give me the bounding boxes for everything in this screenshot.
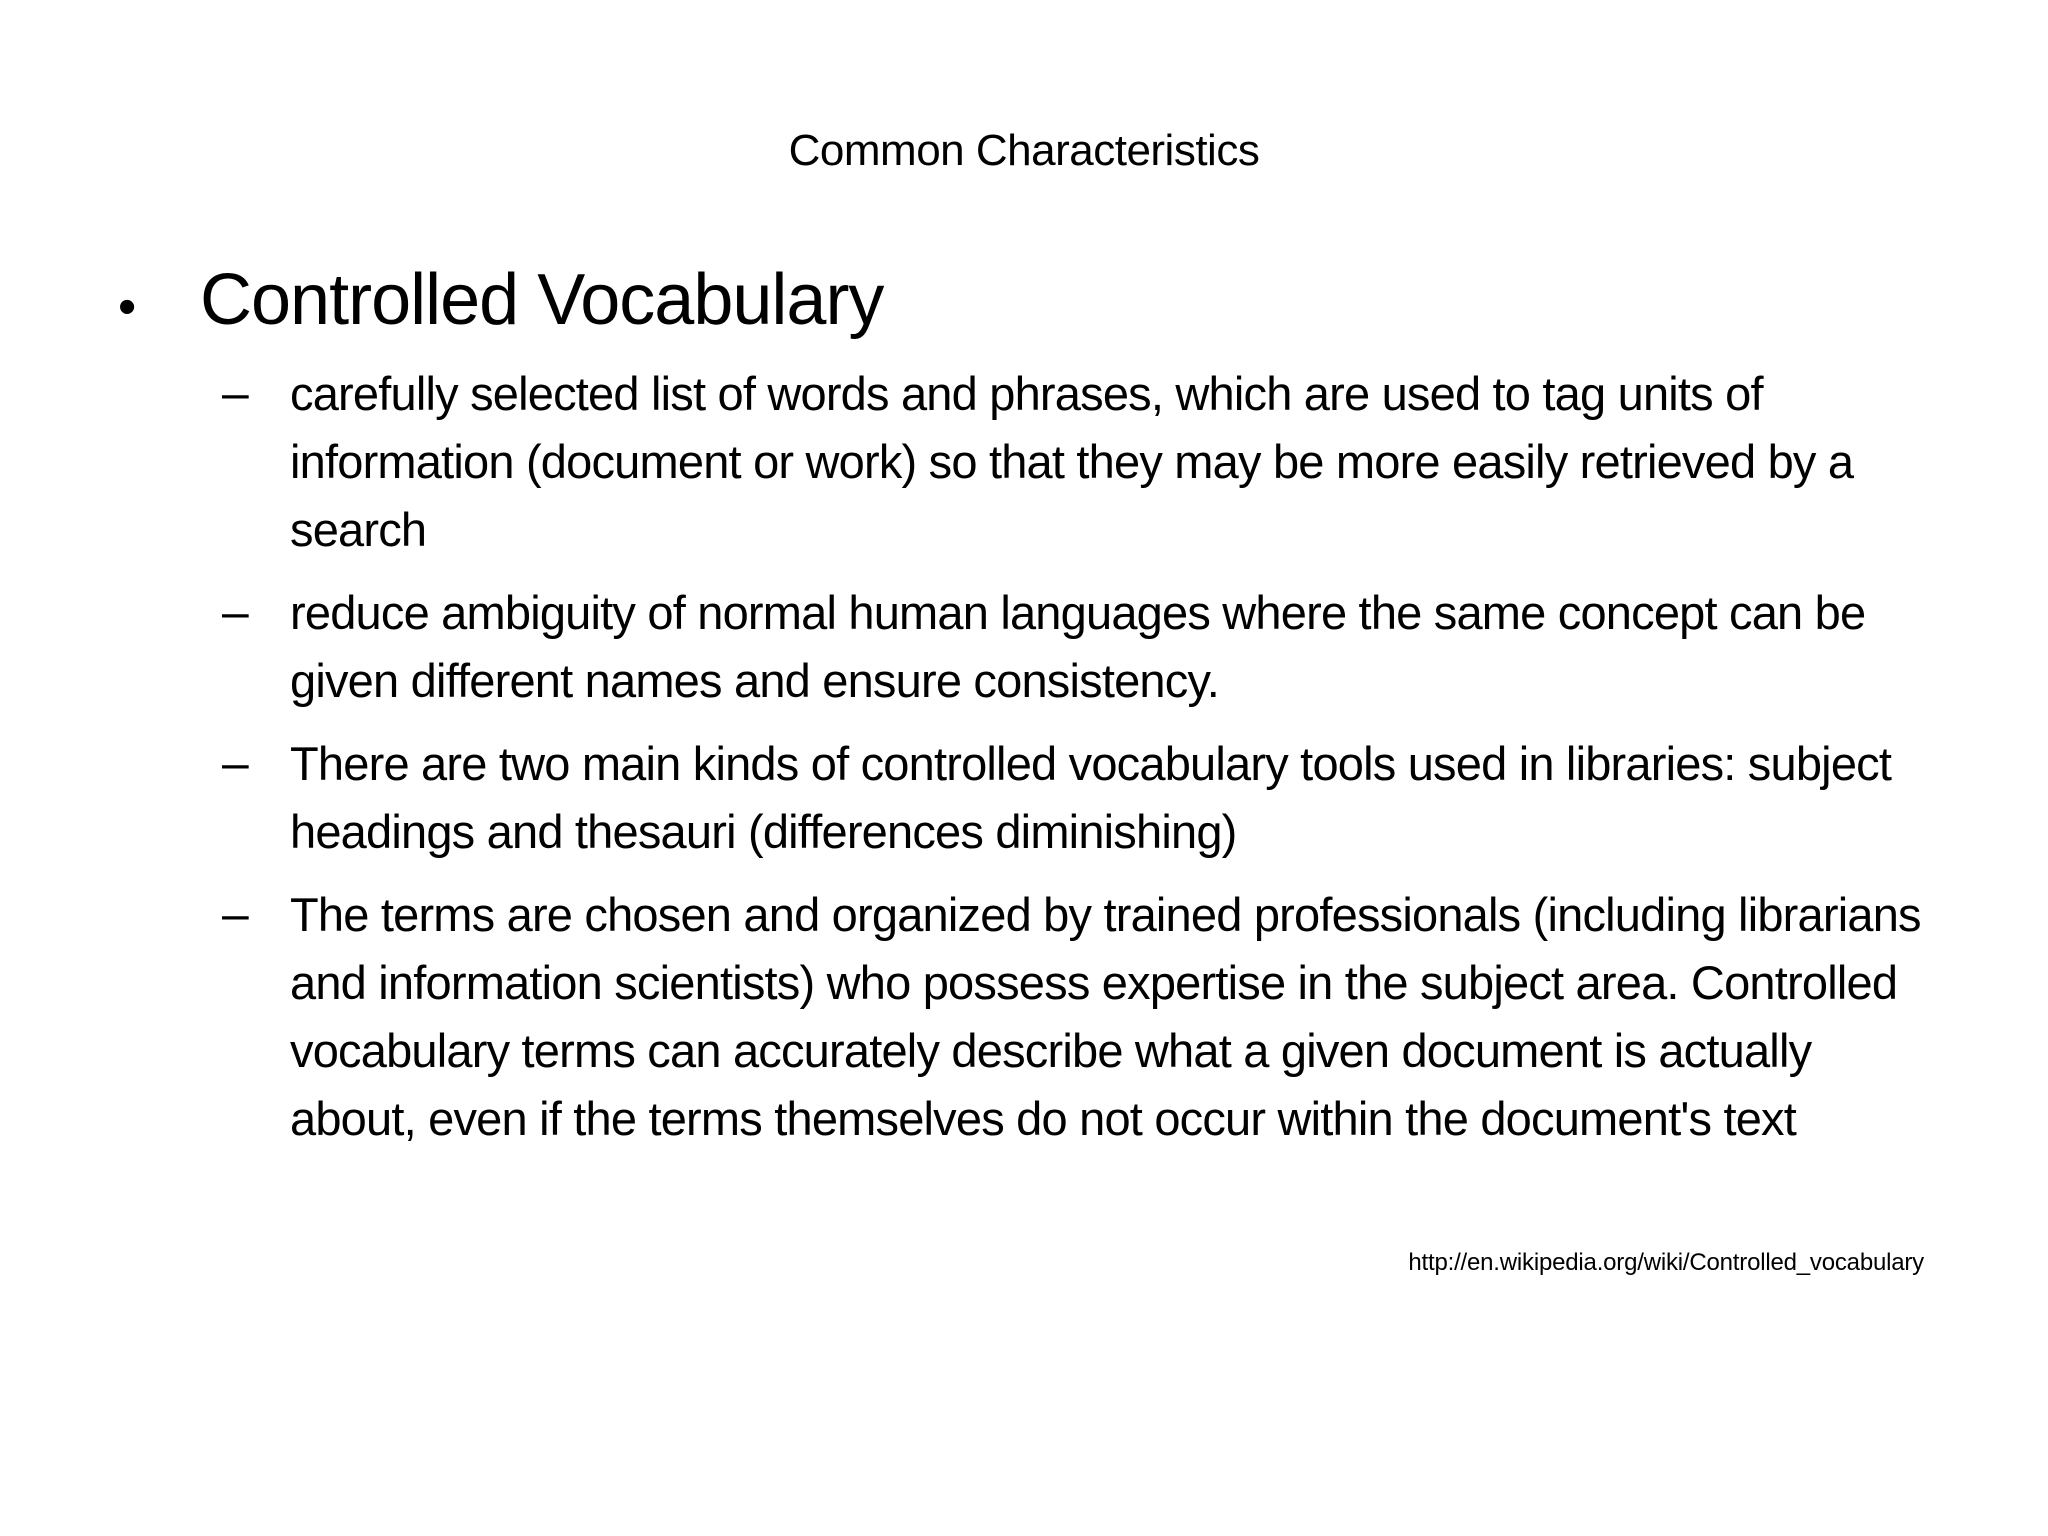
sub-bullet-text: carefully selected list of words and phrases, which are used to tag units of information (document or work) so that they may be more easily retrieved by a search — [290, 367, 1854, 556]
slide-title: Common Characteristics — [788, 126, 1260, 175]
main-bullet-item — [118, 256, 883, 351]
sub-bullet-text: The terms are chosen and organized by trained professionals (including librarians and information scientists) who possess expertise in the subject area. Controlled vocabulary terms can accurately describe what a given document is actually about, even if the terms themselves do not occur within the document's text — [290, 888, 1921, 1145]
sub-bullet-text: There are two main kinds of controlled vocabulary tools used in libraries: subject headings and thesauri (differences diminishing) — [290, 737, 1892, 858]
main-bullet-text: Controlled Vocabulary — [200, 260, 884, 340]
sub-bullet-list — [222, 360, 1982, 1168]
dash-icon: – — [222, 737, 249, 790]
sub-bullet-item — [222, 360, 1982, 564]
source-citation: http://en.wikipedia.org/wiki/Controlled_vocabulary — [1408, 1249, 1924, 1276]
bullet-icon: • — [118, 278, 137, 336]
sub-bullet-item — [222, 730, 1982, 866]
sub-bullet-item — [222, 881, 1982, 1153]
dash-icon: – — [222, 888, 249, 941]
sub-bullet-item — [222, 579, 1982, 715]
dash-icon: – — [222, 586, 249, 639]
sub-bullet-text: reduce ambiguity of normal human languages where the same concept can be given different names and ensure consistency. — [290, 586, 1866, 707]
dash-icon: – — [222, 367, 249, 420]
